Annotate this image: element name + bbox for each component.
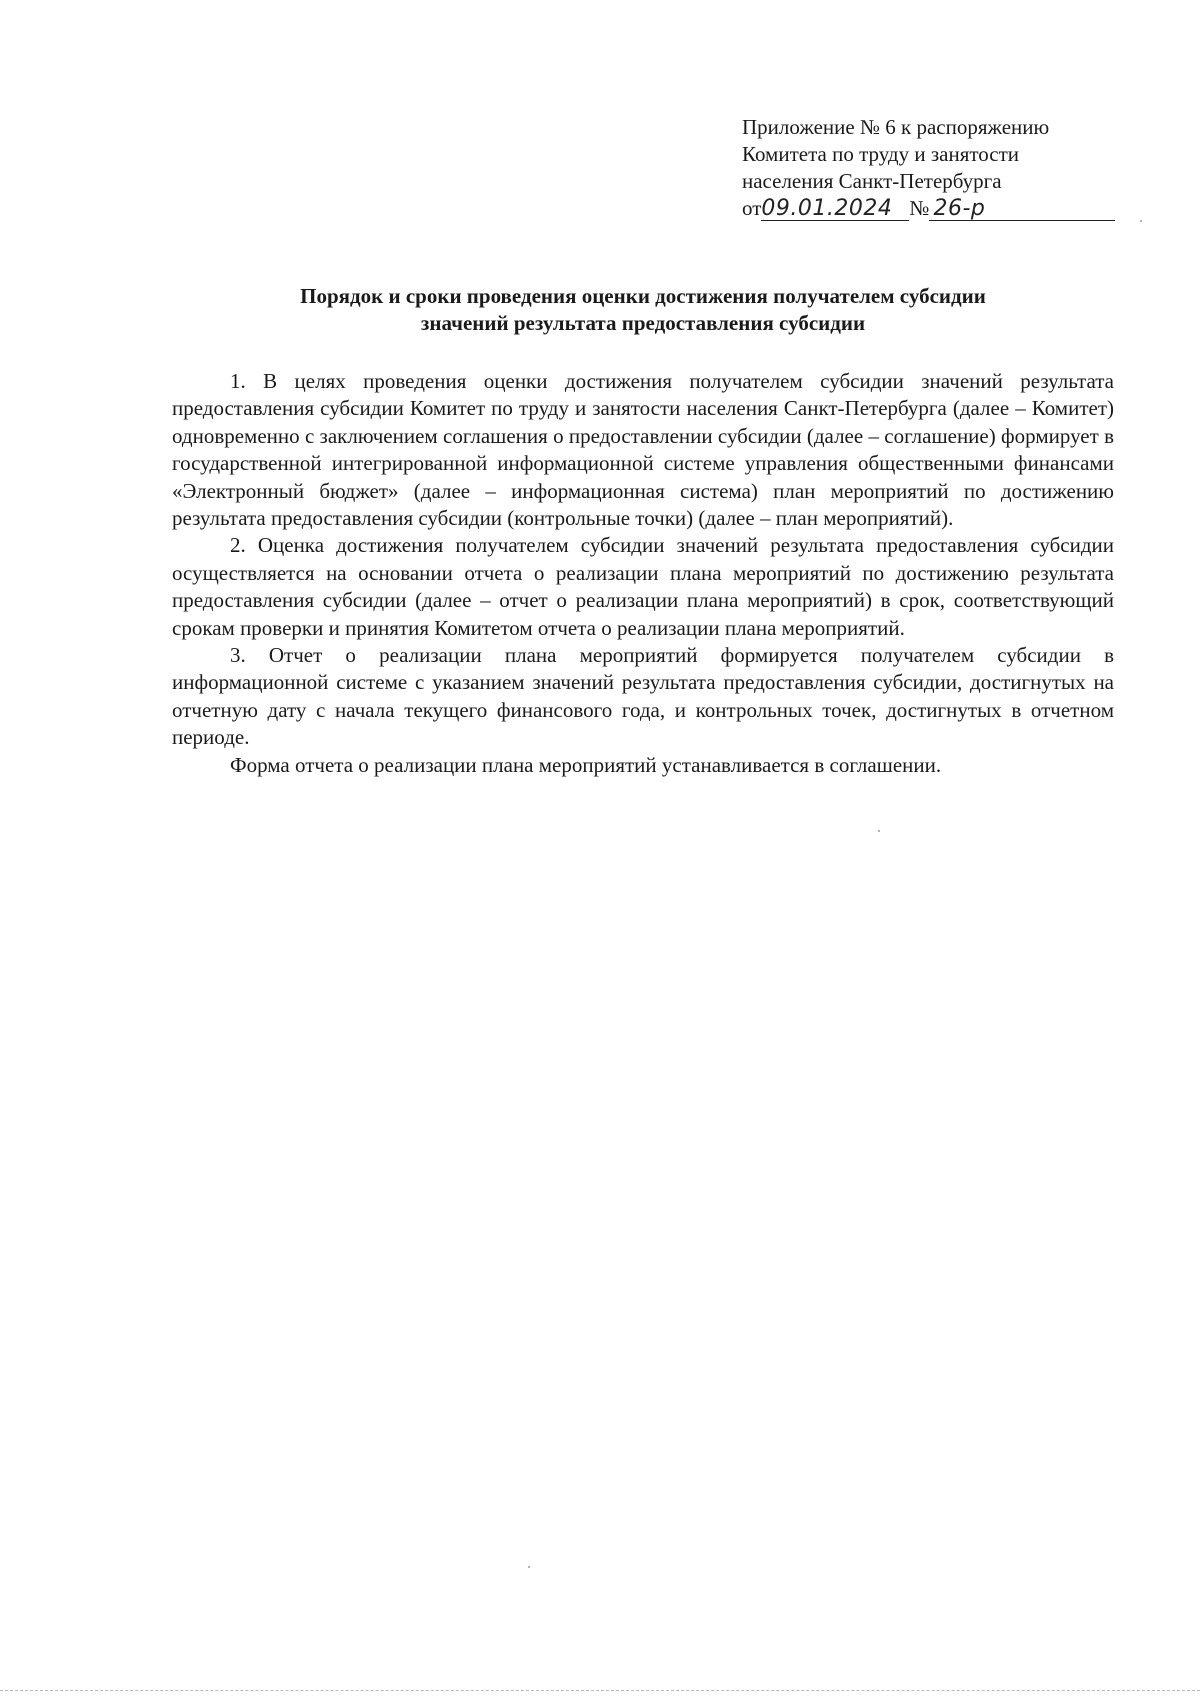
- appendix-line-3: населения Санкт-Петербурга: [742, 169, 1002, 193]
- paragraph-3: 3. Отчет о реализации плана мероприятий формируется получателем субсидии в информационной системе с указанием значений результата предоставления субсидии, достигнутых на отчетную дату с начала текущего финансового года, и контрольных точек, достигнутых в отчетном периоде.: [172, 643, 1114, 750]
- paragraph-2: 2. Оценка достижения получателем субсидии значений результата предоставления субсидии осуществляется на основании отчета о реализации плана мероприятий по достижению результата предоставления субсидии (далее – отчет о реализации плана мероприятий) в срок, соответствующий срокам проверки и принятия Комитетом отчета о реализации плана мероприятий.: [172, 533, 1114, 640]
- appendix-header: [742, 114, 1102, 222]
- scan-speck: [1140, 220, 1142, 222]
- document-body: [172, 368, 1114, 779]
- appendix-line-2: Комитета по труду и занятости: [742, 142, 1020, 166]
- scan-speck: [528, 1566, 530, 1568]
- appendix-line-1: Приложение № 6 к распоряжению: [742, 115, 1050, 139]
- appendix-date-line: [742, 195, 1102, 222]
- title-line-2: значений результата предоставления субсидии: [420, 311, 866, 335]
- handwritten-date: 09.01.2024: [761, 198, 909, 221]
- scan-bottom-edge: [0, 1690, 1200, 1691]
- paragraph-4: Форма отчета о реализации плана мероприятий устанавливается в соглашении.: [230, 752, 942, 777]
- scan-speck: [878, 830, 880, 832]
- number-prefix: №: [909, 196, 930, 220]
- title-line-1: Порядок и сроки проведения оценки достижения получателем субсидии: [300, 284, 986, 308]
- paragraph-1: 1. В целях проведения оценки достижения получателем субсидии значений результата предоставления субсидии Комитет по труду и занятости населения Санкт-Петербурга (далее – Комитет) одновременно с заключением соглашения о предоставлении субсидии (далее – соглашение) формирует в государственной интегрированной информационной системе управления общественными финансами «Электронный бюджет» (далее – информационная система) план мероприятий по достижению результата предоставления субсидии (контрольные точки) (далее – план мероприятий).: [172, 369, 1114, 531]
- date-prefix: от: [742, 196, 762, 220]
- document-title: [172, 283, 1114, 337]
- handwritten-number: 26-р: [929, 198, 1115, 221]
